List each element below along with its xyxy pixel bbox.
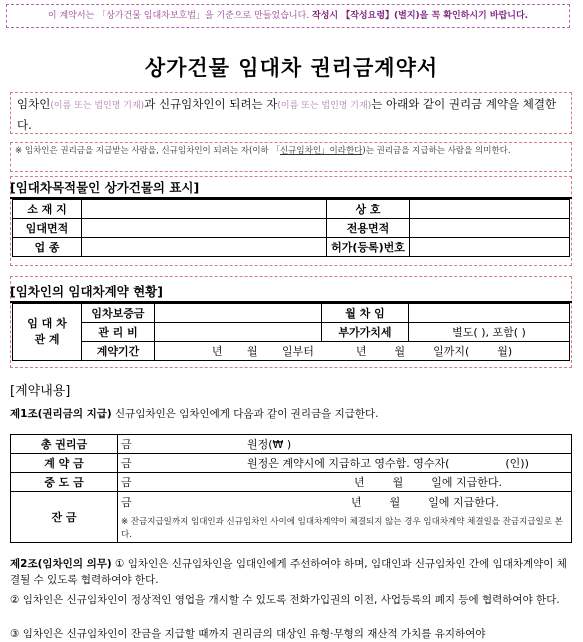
article-1-text: 신규임차인은 임차인에게 다음과 같이 권리금을 지급한다. bbox=[111, 408, 379, 420]
section2-title: [임차인의 임대차계약 현황] bbox=[10, 282, 572, 303]
contract-period-field[interactable]: 년 월 일부터 년 월 일까지( 월) bbox=[155, 342, 570, 361]
intro-text-3: 는 아래와 같이 권리금 계약을 체결한다. bbox=[17, 97, 557, 132]
label-management-fee: 관 리 비 bbox=[82, 323, 155, 342]
label-location: 소 재 지 bbox=[13, 200, 82, 219]
balance-prefix: 금 bbox=[121, 496, 132, 509]
label-exclusive-area: 전용면적 bbox=[327, 219, 410, 238]
label-balance: 잔 금 bbox=[11, 492, 118, 543]
vat-field[interactable]: 별도( ), 포함( ) bbox=[409, 323, 570, 342]
article-2-p1: ① 임차인은 신규임차인을 임대인에게 주선하여야 하며, 임대인과 신규임차인 간에 임대차계약이 체결될 수 있도록 협력하여야 한다. bbox=[10, 558, 567, 586]
article-1 bbox=[10, 406, 575, 422]
total-premium-field[interactable]: 원정(₩ ) bbox=[244, 435, 572, 454]
label-vat: 부가가치세 bbox=[322, 323, 409, 342]
property-table bbox=[12, 199, 570, 257]
article-2-para-2: ② 임차인은 신규임차인이 정상적인 영업을 개시할 수 있도록 전화가입권의 이전, 사업등록의 폐지 등에 협력하여야 한다. bbox=[10, 594, 560, 606]
article-2-title: 제2조(임차인의 의무) bbox=[10, 558, 112, 570]
monthly-rent-field[interactable] bbox=[409, 304, 570, 323]
business-name-field[interactable] bbox=[410, 200, 570, 219]
balance-cell bbox=[118, 492, 572, 543]
notice-banner bbox=[6, 4, 570, 28]
table-row bbox=[13, 200, 570, 219]
contract-heading: [계약내용] bbox=[10, 384, 71, 399]
article-2-para-3: ③ 임차인은 신규임차인이 잔금을 지급할 때까지 권리금의 대상인 유형·무형의 재산적 가치를 유지하여야 bbox=[10, 628, 486, 640]
table-row bbox=[13, 238, 570, 257]
intro-paragraph bbox=[10, 92, 572, 134]
table-row bbox=[13, 342, 570, 361]
table-row bbox=[13, 323, 570, 342]
article-2 bbox=[10, 556, 575, 588]
management-fee-field[interactable] bbox=[155, 323, 322, 342]
license-number-field[interactable] bbox=[410, 238, 570, 257]
interim-prefix: 금 bbox=[118, 473, 245, 492]
deposit-field[interactable] bbox=[155, 304, 322, 323]
label-license-number: 허가(등록)번호 bbox=[327, 238, 410, 257]
down-payment-field[interactable]: 원정은 계약시에 지급하고 영수함. 영수자( (인)) bbox=[244, 454, 572, 473]
label-down-payment: 계 약 금 bbox=[11, 454, 118, 473]
intro-text-2: 과 신규임차인이 되려는 자 bbox=[144, 97, 278, 111]
lease-status-table bbox=[12, 303, 570, 361]
label-contract-period: 계약기간 bbox=[82, 342, 155, 361]
table-row bbox=[11, 435, 572, 454]
notice-text: 이 계약서는 「상가건물 임대차보호법」을 기준으로 만들었습니다. bbox=[47, 11, 310, 21]
label-business-type: 업 종 bbox=[13, 238, 82, 257]
table-row bbox=[11, 492, 572, 543]
label-business-name: 상 호 bbox=[327, 200, 410, 219]
label-total-premium: 총 권리금 bbox=[11, 435, 118, 454]
label-lease-relation: 임 대 차 관 계 bbox=[13, 304, 82, 361]
note-underline: 신규임차인」이라한다 bbox=[279, 146, 363, 156]
label-deposit: 임차보증금 bbox=[82, 304, 155, 323]
table-row bbox=[11, 473, 572, 492]
balance-note: ※ 잔금지급일까지 임대인과 신규임차인 사이에 임대차계약이 체결되지 않는 경우 임대차계약 체결일을 잔금지급일로 본다. bbox=[121, 517, 563, 540]
new-tenant-name-placeholder[interactable]: (이름 또는 법인명 기재) bbox=[277, 101, 372, 111]
total-prefix: 금 bbox=[118, 435, 245, 454]
table-row bbox=[13, 219, 570, 238]
lease-area-field[interactable] bbox=[82, 219, 327, 238]
label-monthly-rent: 월 차 임 bbox=[322, 304, 409, 323]
note-text-2: )는 권리금을 지급하는 사람을 의미한다. bbox=[362, 146, 511, 156]
label-lease-area: 임대면적 bbox=[13, 219, 82, 238]
down-prefix: 금 bbox=[118, 454, 245, 473]
exclusive-area-field[interactable] bbox=[410, 219, 570, 238]
intro-text-1: 임차인 bbox=[17, 97, 51, 111]
section1-title: [임대차목적물인 상가건물의 표시] bbox=[10, 178, 572, 199]
payment-table bbox=[10, 434, 572, 543]
table-row bbox=[13, 304, 570, 323]
note-text-1: ※ 임차인은 권리금을 지급받는 사람을, 신규임차인이 되려는 자(이하 「 bbox=[15, 146, 280, 156]
business-type-field[interactable] bbox=[82, 238, 327, 257]
article-1-title: 제1조(권리금의 지급) bbox=[10, 408, 112, 420]
page-title: 상가건물 임대차 권리금계약서 bbox=[144, 56, 439, 80]
definition-note bbox=[10, 142, 572, 172]
tenant-name-placeholder[interactable]: (이름 또는 법인명 기재) bbox=[50, 101, 145, 111]
location-field[interactable] bbox=[82, 200, 327, 219]
notice-emphasis: 작성시 【작성요령】(별지)을 꼭 확인하시기 바랍니다. bbox=[312, 11, 529, 21]
label-interim-payment: 중 도 금 bbox=[11, 473, 118, 492]
balance-field[interactable]: 년 월 일에 지급한다. bbox=[351, 496, 499, 509]
interim-payment-field[interactable]: 년 월 일에 지급한다. bbox=[244, 473, 572, 492]
table-row bbox=[11, 454, 572, 473]
